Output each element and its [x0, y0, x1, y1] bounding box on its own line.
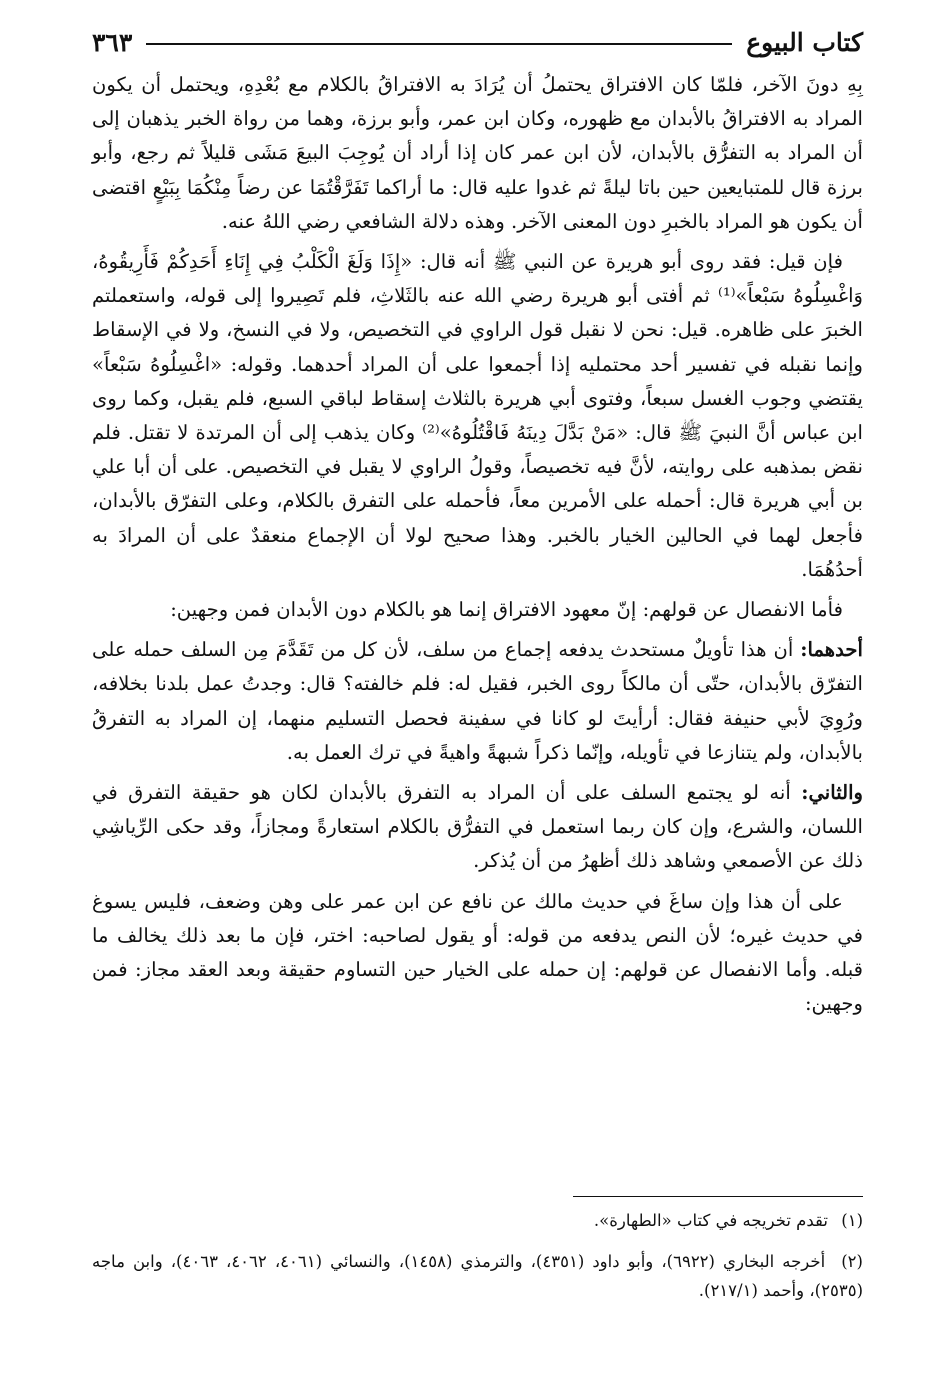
footnote — [92, 1247, 863, 1305]
header-rule — [146, 43, 732, 45]
paragraph — [92, 593, 863, 627]
running-header — [92, 22, 863, 62]
paragraph-text: فأما الانفصال عن قولهم: إنّ معهود الافتراق إنما هو بالكلام دون الأبدان فمن وجهين: — [170, 598, 843, 622]
paragraph — [92, 68, 863, 239]
footnote-number: (٢) — [841, 1252, 863, 1271]
footnotes — [92, 1206, 863, 1305]
paragraph-text: بِهِ دونَ الآخر، فلمّا كان الافتراق يحتملُ أن يُرَادَ به الافتراقُ بالكلام مع بُعْدِهِ، ويحتمل أن يكون المراد به الافتراقُ بالأبدان مع ظهوره، وكان ابن عمر، وأبو برزة، وهما من رواة الخبر يذهبان إلى أن المراد به التفرُّق بالأبدان، لأن ابن عمر كان إذا أراد أن يُوجِبَ البيعَ مَشَى قليلاً ثم رجع، وأبو برزة قال للمتبايعين حين باتا ليلةً ثم غدوا عليه قال: ما أراكما تَفَرَّقْتُمَا عن رضاً مِنْكُمَا بِبَيْعٍ اقتضى أن يكون هو المراد بالخبرِ دون المعنى الآخر. وهذه دلالة الشافعي رضي اللهُ عنه. — [92, 73, 863, 233]
paragraph — [92, 885, 863, 1022]
footnote-number: (١) — [841, 1211, 863, 1230]
footnote-separator — [573, 1196, 863, 1197]
paragraph-text: أنه لو يجتمع السلف على أن المراد به التفرق بالأبدان لكان هو حقيقة التفرق في اللسان، والشرع، وإن كان ربما استعمل في التفرُّق بالكلام استعارةً ومجازاً، وقد حكى الرِّياشِي ذلك عن الأصمعي وشاهد ذلك أظهرُ من أن يُذكر. — [92, 781, 863, 873]
chapter-title: كتاب البيوع — [746, 27, 863, 57]
paragraph — [92, 245, 863, 587]
paragraph-text: فإن قيل: فقد روى أبو هريرة عن النبي ﷺ أنه قال: «إِذَا وَلَغَ الْكَلْبُ فِي إِنَاءِ أَحَدِكُمْ فَأَرِيقُوهُ، وَاغْسِلُوهُ سَبْعاً»⁽¹⁾ ثم أفتى أبو هريرة رضي الله عنه بالثَلاثِ، فلم تَصِيروا إلى قوله، واستعملتم الخبرَ على ظاهره. قيل: نحن لا نقبل قول الراوي في التخصيص، ولا في النسخ، ولا في الإسقاط وإنما نقبله في تفسير أحد محتمليه إذا أجمعوا على أن المراد أحدهما. وقوله: «اغْسِلُوهُ سَبْعاً» يقتضي وجوب الغسل سبعاً، وفتوى أبي هريرة بالثلاث إسقاط لباقي السبع، فلم يقبل، وكما روى ابن عباس أنَّ النبيَ ﷺ قال: «مَنْ بَدَّلَ دِينَهُ فَاقْتُلُوهُ»⁽²⁾ وكان يذهب إلى أن المرتدة لا تقتل. فلم نقض بمذهبه على روايته، لأنَّ فيه تخصيصاً، وقولُ الراوي لا يقبل في التخصيص. على أن أبا علي بن أبي هريرة قال: أحمله على الأمرين معاً، فأحمله على التفرق بالكلام، وعلى التفرّق بالأبدان، فأجعل لهما في الحالين الخيار بالخبر. وهذا صحيح لولا أن الإجماع منعقدٌ على أن المرادَ به أحدُهُمَا. — [92, 250, 863, 581]
paragraph — [92, 633, 863, 770]
paragraph-text: على أن هذا وإن ساغَ في حديث مالك عن نافع عن ابن عمر على وهن وضعف، فليس يسوغ في حديث غيره؛ لأن النص يدفعه من قوله: أو يقول لصاحبه: اختر، فإن ما بعد ذلك يخالف ما قبله. وأما الانفصال عن قولهم: إن حمله على الخيار حين التساوم حقيقة وبعد العقد مجاز: فمن وجهين: — [92, 889, 863, 1016]
paragraph — [92, 776, 863, 879]
main-text — [92, 68, 863, 1021]
page-number: ٣٦٣ — [92, 27, 133, 57]
footnote-text: أخرجه البخاري (٦٩٢٢)، وأبو داود (٤٣٥١)، والترمذي (١٤٥٨)، والنسائي (٤٠٦١، ٤٠٦٢، ٤٠٦٣)، وابن ماجه (٢٥٣٥)، وأحمد (٢١٧/١). — [92, 1252, 863, 1300]
paragraph-lead: والثاني: — [801, 781, 863, 805]
paragraph-text: أن هذا تأويلٌ مستحدث يدفعه إجماع من سلف، لأن كل من تَقَدَّمَ مِن السلف حمله على التفرّق بالأبدان، حتّى أن مالكاً روى الخبر، فقيل له: فلم خالفته؟ قال: وجدتُ عمل بلدنا بخلافه، ورُوِيَ لأبي حنيفة فقال: أرأيتَ لو كانا في سفينة فحصل التسليم منهما، إن المراد به التفرقُ بالأبدان، ولم يتنازعا في تأويله، وإنّما ذكراً شبهةً واهيةً في ترك العمل به. — [92, 638, 863, 764]
paragraph-lead: أحدهما: — [800, 638, 863, 662]
footnote-text: تقدم تخريجه في كتاب «الطهارة». — [593, 1211, 828, 1230]
footnote — [92, 1206, 863, 1235]
